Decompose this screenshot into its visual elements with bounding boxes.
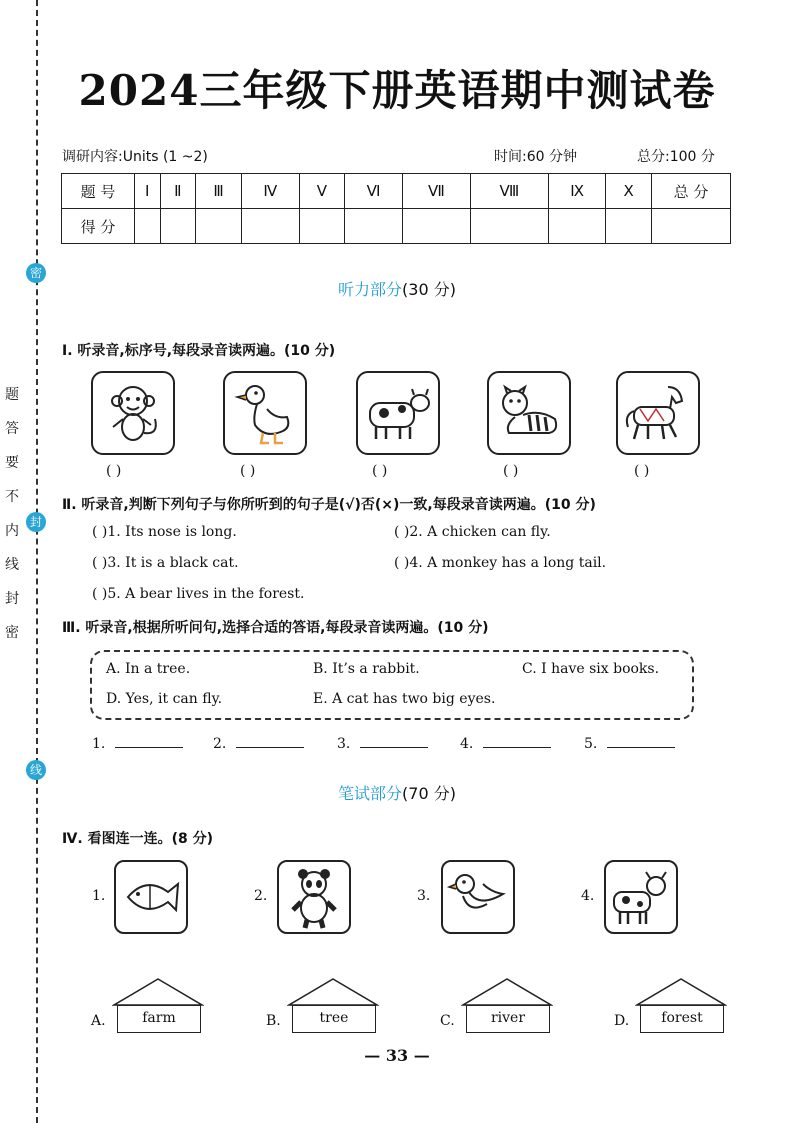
cow-icon[interactable] <box>604 860 678 934</box>
q3-option: E. A cat has two big eyes. <box>313 691 496 707</box>
option-letter: C. <box>440 1013 455 1029</box>
table-cell: 得 分 <box>62 209 135 244</box>
seal-mark: 线 <box>26 760 46 780</box>
score-input-cell[interactable] <box>470 209 548 244</box>
q3-heading: Ⅲ. 听录音,根据所听问句,选择合适的答语,每段录音读两遍。(10 分) <box>62 620 489 636</box>
cow-icon <box>356 371 440 455</box>
house-roof <box>287 977 379 1007</box>
binding-vertical-text: 题 答 要 不 内 线 封 密 <box>5 387 19 641</box>
q3-option: B. It’s a rabbit. <box>313 661 420 677</box>
table-cell: Ⅷ <box>470 174 548 209</box>
answer-paren[interactable]: ( ) <box>240 463 256 479</box>
panda-icon[interactable] <box>277 860 351 934</box>
q2-heading: Ⅱ. 听录音,判断下列句子与你所听到的句子是(√)否(×)一致,每段录音读两遍。(10 分) <box>62 497 596 513</box>
q2-statement[interactable]: ( )4. A monkey has a long tail. <box>394 555 607 571</box>
table-cell: Ⅳ <box>241 174 299 209</box>
q3-option: C. I have six books. <box>522 661 660 677</box>
listening-section-heading: 听力部分(30 分) <box>338 280 456 299</box>
score-input-cell[interactable] <box>402 209 470 244</box>
table-cell: Ⅹ <box>606 174 652 209</box>
q1-heading: Ⅰ. 听录音,标序号,每段录音读两遍。(10 分) <box>62 343 336 359</box>
duck-icon <box>223 371 307 455</box>
place-box[interactable]: river <box>466 1005 550 1033</box>
q2-statement[interactable]: ( )1. Its nose is long. <box>92 524 237 540</box>
tiger-icon <box>487 371 571 455</box>
score-table <box>61 173 731 244</box>
bird-icon[interactable] <box>441 860 515 934</box>
horse-icon <box>616 371 700 455</box>
score-input-cell[interactable] <box>299 209 344 244</box>
answer-blank[interactable]: 4. <box>460 735 551 752</box>
table-cell: Ⅶ <box>402 174 470 209</box>
exam-content: 调研内容:Units (1 ~2) <box>62 149 208 165</box>
score-input-cell[interactable] <box>160 209 196 244</box>
answer-paren[interactable]: ( ) <box>634 463 650 479</box>
place-box[interactable]: farm <box>117 1005 201 1033</box>
table-cell: Ⅲ <box>196 174 242 209</box>
table-cell: Ⅱ <box>160 174 196 209</box>
item-number: 1. <box>92 888 106 904</box>
option-letter: D. <box>614 1013 630 1029</box>
q4-heading: Ⅳ. 看图连一连。(8 分) <box>62 831 213 847</box>
house-roof <box>635 977 727 1007</box>
score-input-cell[interactable] <box>345 209 403 244</box>
item-number: 4. <box>581 888 595 904</box>
answer-paren[interactable]: ( ) <box>106 463 122 479</box>
q3-option: D. Yes, it can fly. <box>106 691 223 707</box>
monkey-icon <box>91 371 175 455</box>
writing-section-heading: 笔试部分(70 分) <box>338 784 456 803</box>
option-letter: B. <box>266 1013 281 1029</box>
q2-statement[interactable]: ( )2. A chicken can fly. <box>394 524 551 540</box>
table-cell: Ⅰ <box>135 174 161 209</box>
q3-option: A. In a tree. <box>106 661 191 677</box>
q2-statement[interactable]: ( )3. It is a black cat. <box>92 555 239 571</box>
page-title: 2024三年级下册英语期中测试卷 <box>78 66 716 115</box>
item-number: 2. <box>254 888 268 904</box>
table-cell: Ⅴ <box>299 174 344 209</box>
binding-dashed-line <box>36 0 38 1123</box>
answer-blank[interactable]: 3. <box>337 735 428 752</box>
answer-paren[interactable]: ( ) <box>372 463 388 479</box>
score-input-cell[interactable] <box>548 209 606 244</box>
score-input-cell[interactable] <box>241 209 299 244</box>
option-letter: A. <box>91 1013 106 1029</box>
seal-mark: 封 <box>26 512 46 532</box>
score-input-cell[interactable] <box>606 209 652 244</box>
house-roof <box>461 977 553 1007</box>
fish-icon[interactable] <box>114 860 188 934</box>
answer-blank[interactable]: 2. <box>213 735 304 752</box>
item-number: 3. <box>417 888 431 904</box>
q2-statement[interactable]: ( )5. A bear lives in the forest. <box>92 586 305 602</box>
table-cell: Ⅸ <box>548 174 606 209</box>
table-cell: Ⅵ <box>345 174 403 209</box>
exam-time: 时间:60 分钟 <box>494 149 577 165</box>
exam-total: 总分:100 分 <box>637 149 715 165</box>
seal-mark: 密 <box>26 263 46 283</box>
answer-paren[interactable]: ( ) <box>503 463 519 479</box>
place-box[interactable]: tree <box>292 1005 376 1033</box>
table-row <box>62 209 731 244</box>
answer-blank[interactable]: 5. <box>584 735 675 752</box>
score-input-cell[interactable] <box>196 209 242 244</box>
score-input-cell[interactable] <box>135 209 161 244</box>
answer-blank[interactable]: 1. <box>92 735 183 752</box>
page-number: — 33 — <box>364 1046 430 1065</box>
table-row <box>62 174 731 209</box>
table-cell: 题 号 <box>62 174 135 209</box>
score-input-cell[interactable] <box>652 209 731 244</box>
house-roof <box>112 977 204 1007</box>
table-cell: 总 分 <box>652 174 731 209</box>
place-box[interactable]: forest <box>640 1005 724 1033</box>
